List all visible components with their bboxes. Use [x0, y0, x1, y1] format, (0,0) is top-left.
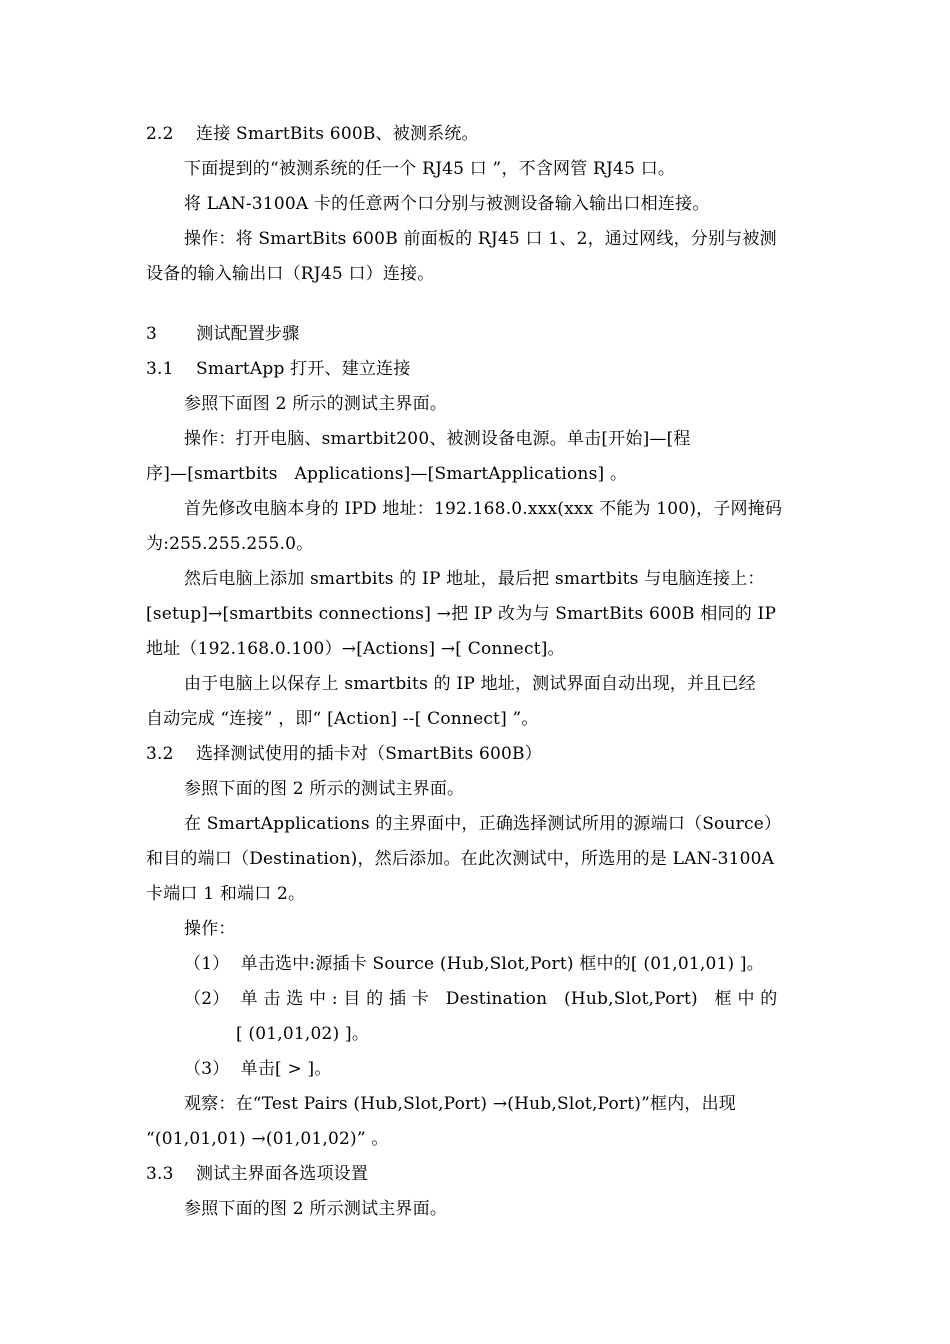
- paragraph-line: 观察：在“Test Pairs (Hub,Slot,Port) →(Hub,Slot,Port)”框内，出现: [184, 1094, 737, 1114]
- paragraph-line: 序]—[smartbits Applications]—[SmartApplications] 。: [146, 464, 628, 484]
- paragraph-line: 操作：打开电脑、smartbit200、被测设备电源。单击[开始]—[程: [184, 429, 691, 449]
- list-item: （1） 单击选中:源插卡 Source (Hub,Slot,Port) 框中的[ (01,01,01) ]。: [184, 954, 764, 974]
- paragraph-line: 参照下面图 2 所示的测试主界面。: [184, 394, 448, 414]
- section-heading-2-2: 2.2 连接 SmartBits 600B、被测系统。: [146, 124, 479, 144]
- paragraph-line: 操作：: [184, 919, 236, 939]
- section-heading-3-1: 3.1 SmartApp 打开、建立连接: [146, 359, 411, 379]
- paragraph-line: 参照下面的图 2 所示测试主界面。: [184, 1199, 448, 1219]
- section-heading-3: 3 测试配置步骤: [146, 324, 300, 344]
- paragraph-line: 在 SmartApplications 的主界面中，正确选择测试所用的源端口（Source）: [184, 814, 782, 834]
- paragraph-line: 设备的输入输出口（RJ45 口）连接。: [146, 264, 435, 284]
- paragraph-line: 和目的端口（Destination)，然后添加。在此次测试中，所选用的是 LAN-3100A: [146, 849, 775, 869]
- paragraph-line: 自动完成 “连接” ，即“ [Action] --[ Connect] ”。: [146, 709, 539, 729]
- paragraph-line: 由于电脑上以保存上 smartbits 的 IP 地址，测试界面自动出现，并且已经: [184, 674, 756, 694]
- paragraph-line: 首先修改电脑本身的 IPD 地址：192.168.0.xxx(xxx 不能为 100)，子网掩码: [184, 499, 783, 519]
- paragraph-line: “(01,01,01) →(01,01,02)” 。: [146, 1129, 389, 1149]
- list-item-continuation: [ (01,01,02) ]。: [236, 1024, 370, 1044]
- paragraph-line: [setup]→[smartbits connections] →把 IP 改为与 SmartBits 600B 相同的 IP: [146, 604, 777, 624]
- paragraph-line: 然后电脑上添加 smartbits 的 IP 地址，最后把 smartbits 与电脑连接上：: [184, 569, 765, 589]
- list-item: （2） 单 击 选 中 : 目 的 插 卡 Destination (Hub,Slot,Port) 框 中 的: [184, 989, 778, 1009]
- paragraph-line: 地址（192.168.0.100）→[Actions] →[ Connect]。: [146, 639, 565, 659]
- paragraph-line: 操作：将 SmartBits 600B 前面板的 RJ45 口 1、2，通过网线，分别与被测: [184, 229, 777, 249]
- list-item: （3） 单击[ > ]。: [184, 1059, 332, 1079]
- section-heading-3-2: 3.2 选择测试使用的插卡对（SmartBits 600B）: [146, 744, 542, 764]
- paragraph-line: 将 LAN-3100A 卡的任意两个口分别与被测设备输入输出口相连接。: [184, 194, 710, 214]
- paragraph-line: 下面提到的“被测系统的任一个 RJ45 口 ”，不含网管 RJ45 口。: [184, 159, 676, 179]
- paragraph-line: 卡端口 1 和端口 2。: [146, 884, 306, 904]
- paragraph-line: 参照下面的图 2 所示的测试主界面。: [184, 779, 465, 799]
- section-heading-3-3: 3.3 测试主界面各选项设置: [146, 1164, 369, 1184]
- paragraph-line: 为:255.255.255.0。: [146, 534, 314, 554]
